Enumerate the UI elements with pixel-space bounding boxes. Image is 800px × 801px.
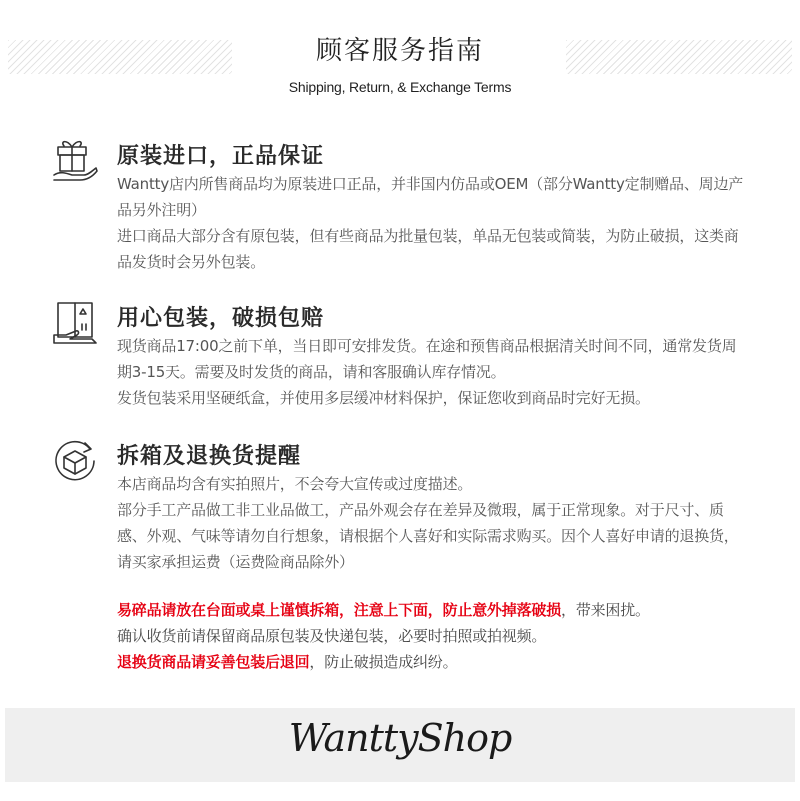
notice-text: ，带来困扰。 bbox=[561, 601, 650, 619]
notice-text: ，防止破损造成纠纷。 bbox=[309, 653, 458, 671]
notice-line bbox=[117, 597, 757, 623]
package-box-icon bbox=[50, 299, 100, 349]
section-text: 部分手工产品做工非工业品做工，产品外观会存在差异及微瑕，属于正常现象。对于尺寸、质感、外观、气味等请勿自行想象，请根据个人喜好和实际需求购买。因个人喜好申请的退换货，请买家承担运费（运费险商品除外） bbox=[117, 501, 739, 571]
page-header bbox=[0, 0, 800, 110]
section-body bbox=[117, 471, 747, 575]
section-body bbox=[117, 171, 747, 275]
unboxing-notice bbox=[117, 597, 757, 675]
notice-line bbox=[117, 649, 757, 675]
section-text: 本店商品均含有实拍照片，不会夸大宣传或过度描述。 bbox=[117, 475, 473, 493]
brand-logo: WanttyShop bbox=[288, 716, 512, 760]
section-body bbox=[117, 333, 747, 411]
section-text: 发货包装采用坚硬纸盒，并使用多层缓冲材料保护，保证您收到商品时完好无损。 bbox=[117, 389, 650, 407]
footer-banner bbox=[5, 708, 795, 782]
section-text: 现货商品17:00之前下单，当日即可安排发货。在途和预售商品根据清关时间不同，通常发货周期3-15天。需要及时发货的商品，请和客服确认库存情况。 bbox=[117, 337, 737, 381]
notice-warning: 易碎品请放在台面或桌上谨慎拆箱，注意上下面，防止意外掉落破损 bbox=[117, 601, 562, 619]
page-title: 顾客服务指南 bbox=[315, 36, 484, 66]
section-heading: 原装进口，正品保证 bbox=[117, 144, 325, 169]
section-heading: 拆箱及退换货提醒 bbox=[117, 444, 302, 469]
page-subtitle: Shipping, Return, & Exchange Terms bbox=[288, 79, 512, 95]
section-text: Wantty店内所售商品均为原装进口正品，并非国内仿品或OEM（部分Wantty定制赠品、周边产品另外注明） bbox=[117, 175, 744, 219]
notice-warning: 退换货商品请妥善包装后退回 bbox=[117, 653, 310, 671]
section-text: 进口商品大部分含有原包装，但有些商品为批量包装，单品无包装或简装，为防止破损，这类商品发货时会另外包装。 bbox=[117, 227, 739, 271]
section-heading: 用心包装，破损包赔 bbox=[117, 306, 325, 331]
return-box-icon bbox=[50, 435, 100, 485]
notice-line: 确认收货前请保留商品原包装及快递包装，必要时拍照或拍视频。 bbox=[117, 627, 547, 645]
gift-hand-icon bbox=[50, 135, 100, 185]
